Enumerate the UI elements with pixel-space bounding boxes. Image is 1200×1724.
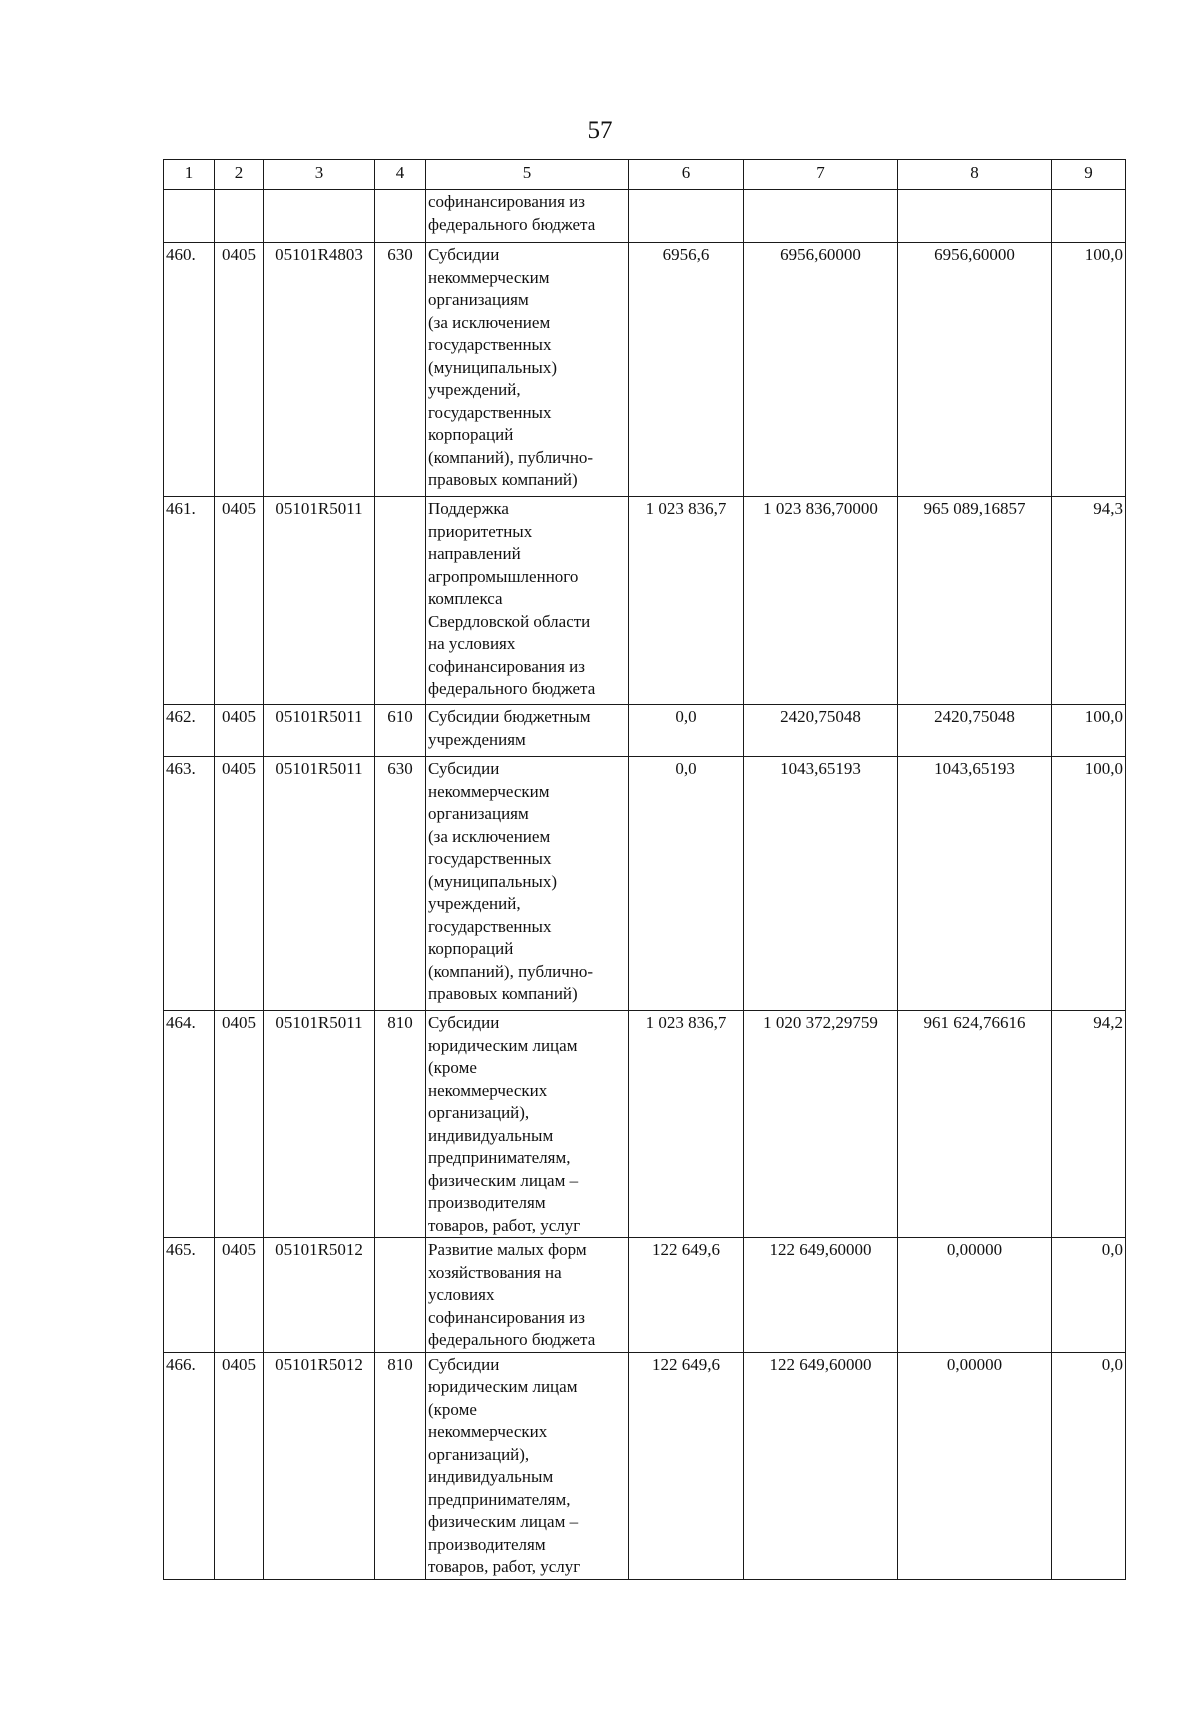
refined-amount: 1 023 836,70000 <box>744 497 898 705</box>
col-header-9: 9 <box>1052 160 1126 190</box>
percent-executed: 94,2 <box>1052 1011 1126 1238</box>
executed-amount: 961 624,76616 <box>898 1011 1052 1238</box>
executed-amount: 0,00000 <box>898 1238 1052 1353</box>
executed-amount: 2420,75048 <box>898 705 1052 757</box>
percent-executed: 100,0 <box>1052 705 1126 757</box>
plan-amount: 0,0 <box>629 705 744 757</box>
plan-amount: 122 649,6 <box>629 1352 744 1579</box>
expense-kind <box>375 497 426 705</box>
item-name: Субсидии юридическим лицам (кроме некоммерческих организаций), индивидуальным предпринимателям, физическим лицам – производителям товаров, работ, услуг <box>426 1011 629 1238</box>
executed-amount: 6956,60000 <box>898 243 1052 497</box>
plan-amount: 122 649,6 <box>629 1238 744 1353</box>
refined-amount: 1 020 372,29759 <box>744 1011 898 1238</box>
plan-amount: 0,0 <box>629 757 744 1011</box>
item-name: Субсидии некоммерческим организациям (за исключением государственных (муниципальных) учреждений, государственных корпораций (компаний), публично- правовых компаний) <box>426 757 629 1011</box>
percent-executed: 100,0 <box>1052 243 1126 497</box>
plan-amount <box>629 190 744 243</box>
section-code: 0405 <box>215 497 264 705</box>
plan-amount: 1 023 836,7 <box>629 497 744 705</box>
expense-kind: 630 <box>375 243 426 497</box>
expense-kind: 610 <box>375 705 426 757</box>
item-name: Субсидии бюджетным учреждениям <box>426 705 629 757</box>
section-code: 0405 <box>215 757 264 1011</box>
table-row <box>164 757 1126 1011</box>
percent-executed <box>1052 190 1126 243</box>
refined-amount: 2420,75048 <box>744 705 898 757</box>
refined-amount: 1043,65193 <box>744 757 898 1011</box>
refined-amount <box>744 190 898 243</box>
target-code <box>264 190 375 243</box>
executed-amount <box>898 190 1052 243</box>
expense-kind <box>375 190 426 243</box>
target-code: 05101R5012 <box>264 1352 375 1579</box>
expense-kind: 810 <box>375 1352 426 1579</box>
expense-kind <box>375 1238 426 1353</box>
col-header-2: 2 <box>215 160 264 190</box>
item-name: Поддержка приоритетных направлений агропромышленного комплекса Свердловской области на условиях софинансирования из федерального бюджета <box>426 497 629 705</box>
percent-executed: 0,0 <box>1052 1238 1126 1353</box>
col-header-8: 8 <box>898 160 1052 190</box>
section-code: 0405 <box>215 1238 264 1353</box>
item-name: софинансирования из федерального бюджета <box>426 190 629 243</box>
row-number: 462. <box>164 705 215 757</box>
row-number: 460. <box>164 243 215 497</box>
item-name: Развитие малых форм хозяйствования на условиях софинансирования из федерального бюджета <box>426 1238 629 1353</box>
target-code: 05101R5011 <box>264 1011 375 1238</box>
row-number: 466. <box>164 1352 215 1579</box>
item-name: Субсидии юридическим лицам (кроме некоммерческих организаций), индивидуальным предпринимателям, физическим лицам – производителям товаров, работ, услуг <box>426 1352 629 1579</box>
col-header-1: 1 <box>164 160 215 190</box>
page-number: 57 <box>587 117 613 144</box>
header-row <box>164 160 1126 190</box>
executed-amount: 0,00000 <box>898 1352 1052 1579</box>
expense-kind: 810 <box>375 1011 426 1238</box>
col-header-5: 5 <box>426 160 629 190</box>
target-code: 05101R5011 <box>264 705 375 757</box>
col-header-6: 6 <box>629 160 744 190</box>
section-code: 0405 <box>215 1352 264 1579</box>
executed-amount: 1043,65193 <box>898 757 1052 1011</box>
row-number: 461. <box>164 497 215 705</box>
row-number: 465. <box>164 1238 215 1353</box>
table-row <box>164 1352 1126 1579</box>
section-code: 0405 <box>215 1011 264 1238</box>
refined-amount: 122 649,60000 <box>744 1238 898 1353</box>
expense-kind: 630 <box>375 757 426 1011</box>
percent-executed: 94,3 <box>1052 497 1126 705</box>
table-row <box>164 497 1126 705</box>
row-number <box>164 190 215 243</box>
section-code <box>215 190 264 243</box>
target-code: 05101R5012 <box>264 1238 375 1353</box>
row-number: 464. <box>164 1011 215 1238</box>
table-row <box>164 705 1126 757</box>
percent-executed: 100,0 <box>1052 757 1126 1011</box>
item-name: Субсидии некоммерческим организациям (за исключением государственных (муниципальных) учреждений, государственных корпораций (компаний), публично- правовых компаний) <box>426 243 629 497</box>
percent-executed: 0,0 <box>1052 1352 1126 1579</box>
col-header-4: 4 <box>375 160 426 190</box>
budget-table <box>163 159 1126 1580</box>
section-code: 0405 <box>215 705 264 757</box>
plan-amount: 1 023 836,7 <box>629 1011 744 1238</box>
table-row <box>164 190 1126 243</box>
row-number: 463. <box>164 757 215 1011</box>
table-row <box>164 243 1126 497</box>
col-header-3: 3 <box>264 160 375 190</box>
target-code: 05101R5011 <box>264 497 375 705</box>
refined-amount: 6956,60000 <box>744 243 898 497</box>
section-code: 0405 <box>215 243 264 497</box>
target-code: 05101R4803 <box>264 243 375 497</box>
table-row <box>164 1011 1126 1238</box>
plan-amount: 6956,6 <box>629 243 744 497</box>
executed-amount: 965 089,16857 <box>898 497 1052 705</box>
refined-amount: 122 649,60000 <box>744 1352 898 1579</box>
target-code: 05101R5011 <box>264 757 375 1011</box>
table-row <box>164 1238 1126 1353</box>
col-header-7: 7 <box>744 160 898 190</box>
